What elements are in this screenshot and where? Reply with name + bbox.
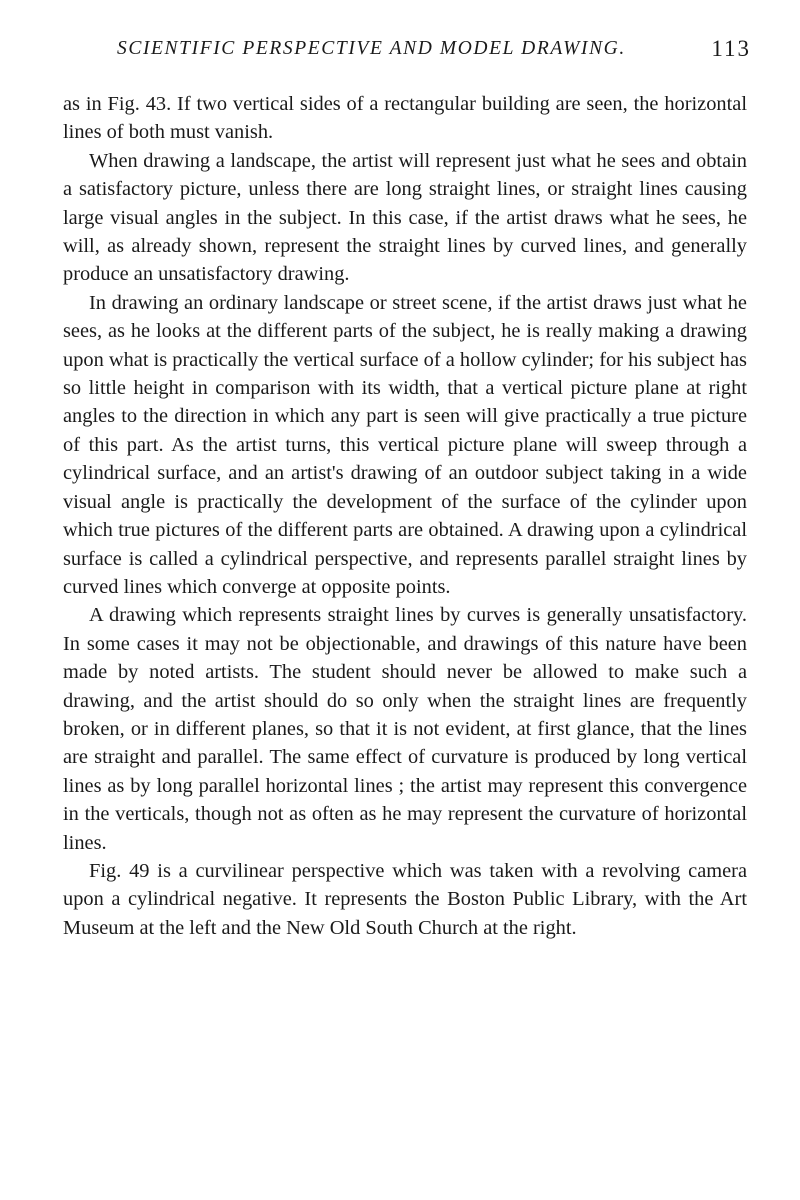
page-number: 113	[711, 36, 751, 61]
paragraph: Fig. 49 is a curvilinear perspective which was taken with a revolving camera upon a cylindrical negative. It represents the Boston Public Library, with the Art Museum at the left and the New Old South Church at the right.	[63, 859, 747, 939]
paragraph-continued: as in Fig. 43. If two vertical sides of a rectangular building are seen, the horizontal lines of both must vanish.	[63, 93, 747, 144]
book-page	[63, 36, 751, 942]
body-text	[63, 90, 747, 942]
paragraph: In drawing an ordinary landscape or street scene, if the artist draws just what he sees, as he looks at the different parts of the subject, he is really making a drawing upon what is practically the vertical surface of a hollow cylinder; for his subject has so little height in comparison with its width, that a vertical picture plane at right angles to the direction in which any part is seen will give practically a true picture of this part. As the artist turns, this vertical picture plane will sweep through a cylindrical surface, and an artist's drawing of an outdoor subject taking in a wide visual angle is practically the development of the surface of the cylinder upon which true pictures of the different parts are obtained. A drawing upon a cylindrical surface is called a cylindrical perspective, and represents parallel straight lines by curved lines which converge at opposite points.	[63, 291, 747, 598]
paragraph: When drawing a landscape, the artist will represent just what he sees and obtain a satisfactory picture, unless there are long straight lines, or straight lines causing large visual angles in the subject. In this case, if the artist draws what he sees, he will, as already shown, represent the straight lines by curved lines, and generally produce an unsatisfactory drawing.	[63, 149, 747, 286]
paragraph: A drawing which represents straight lines by curves is generally unsatisfactory. In some cases it may not be objectionable, and drawings of this nature have been made by noted artists. The student should never be allowed to make such a drawing, and the artist should do so only when the straight lines are frequently broken, or in different planes, so that it is not evident, at first glance, that the lines are straight and parallel. The same effect of curvature is produced by long vertical lines as by long parallel horizontal lines ; the artist may represent this convergence in the verticals, though not as often as he may represent the curvature of horizontal lines.	[63, 604, 747, 854]
running-title: SCIENTIFIC PERSPECTIVE AND MODEL DRAWING.	[117, 38, 626, 59]
running-header	[63, 36, 751, 76]
